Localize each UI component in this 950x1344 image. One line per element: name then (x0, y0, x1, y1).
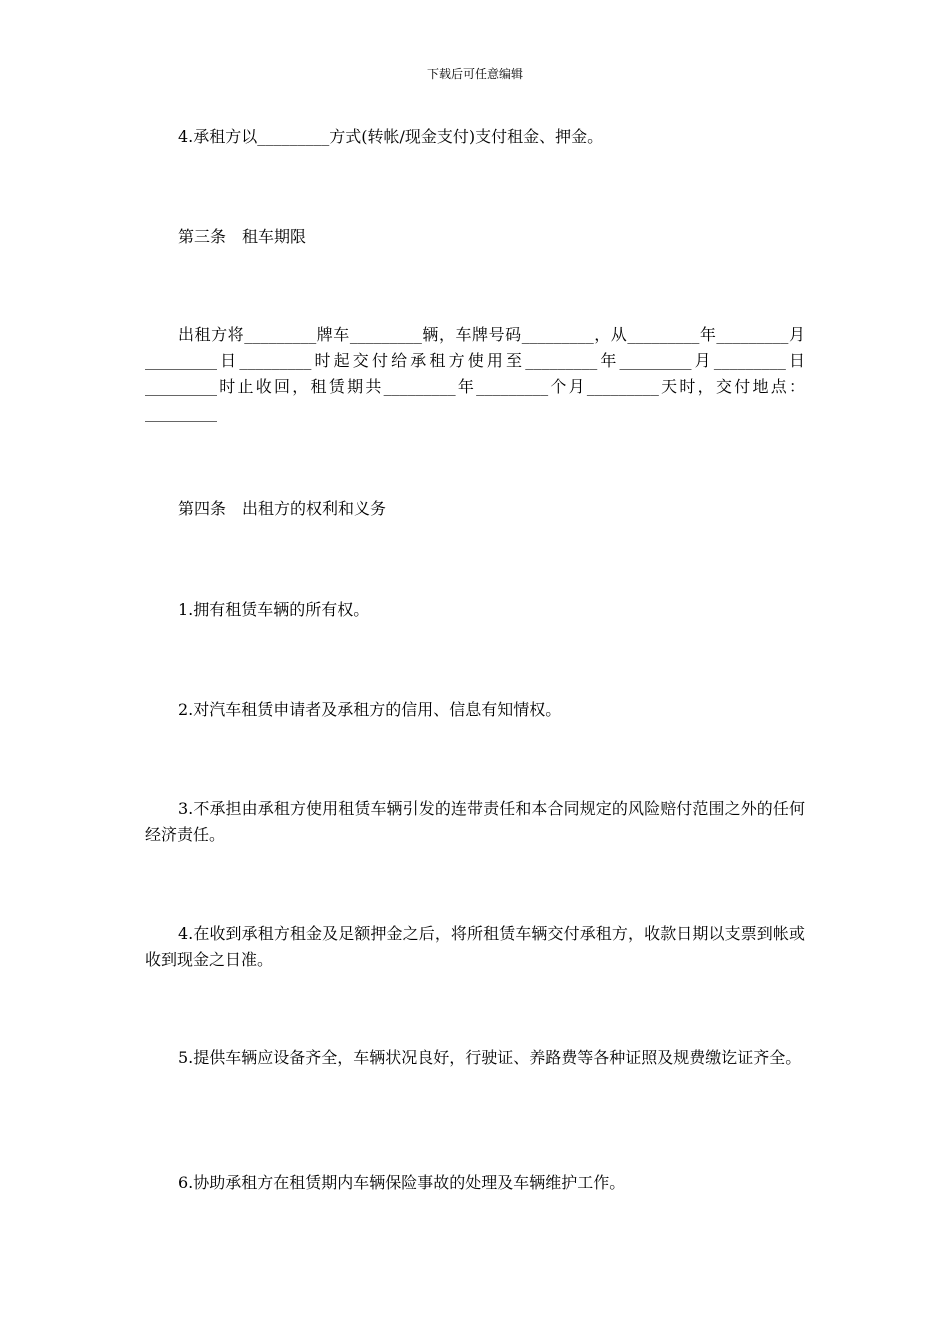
article-three-heading: 第三条 租车期限 (178, 227, 307, 246)
page-header: 下载后可任意编辑 (426, 67, 523, 81)
lessor-item-3: 3.不承担由承租方使用租赁车辆引发的连带责任和本合同规定的风险赔付范围之外的任何经济责任。 (145, 799, 805, 844)
lessor-item-6: 6.协助承租方在租赁期内车辆保险事故的处理及车辆维护工作。 (178, 1173, 626, 1192)
article-four-heading: 第四条 出租方的权利和义务 (178, 499, 387, 518)
rental-period-clause: 出租方将_________牌车_________辆，车牌号码_________，从_________年_________月_________日_________时起交付给承租方使用至_________年_________月_________日_________时止收回，租赁期共_________年_________个月_________天时，交付地点：_________ (145, 325, 805, 422)
payment-method-clause: 4.承租方以_________方式(转帐/现金支付)支付租金、押金。 (178, 127, 604, 146)
lessor-item-2: 2.对汽车租赁申请者及承租方的信用、信息有知情权。 (178, 700, 562, 719)
lessor-item-5: 5.提供车辆应设备齐全，车辆状况良好，行驶证、养路费等各种证照及规费缴讫证齐全。 (178, 1048, 802, 1067)
lessor-item-1: 1.拥有租赁车辆的所有权。 (178, 600, 370, 619)
lessor-item-4: 4.在收到承租方租金及足额押金之后，将所租赁车辆交付承租方，收款日期以支票到帐或收到现金之日准。 (145, 924, 805, 969)
